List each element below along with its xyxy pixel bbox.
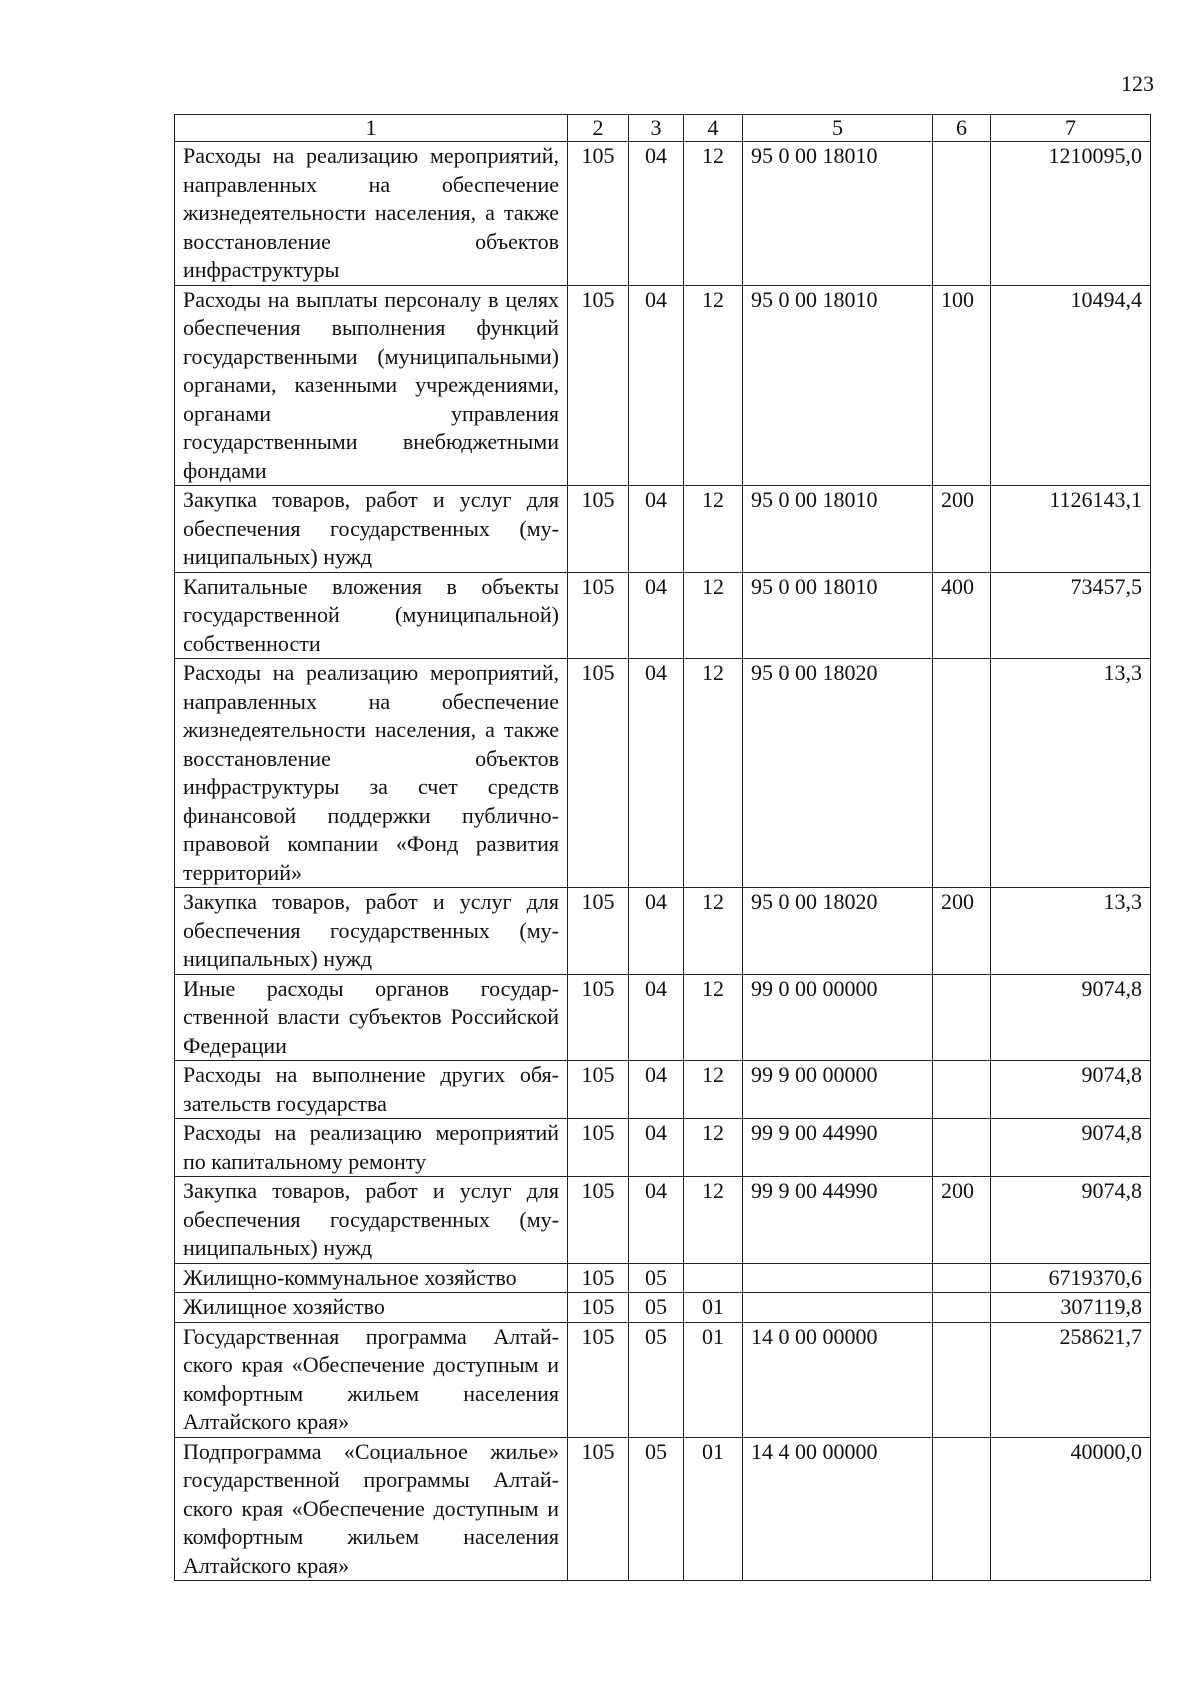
header-col-5: 5 (743, 115, 933, 142)
row-ministry-code: 105 (568, 1293, 629, 1323)
row-section-code: 04 (629, 1177, 684, 1264)
row-amount: 9074,8 (991, 1119, 1151, 1177)
table-row (175, 142, 1151, 286)
row-ministry-code: 105 (568, 142, 629, 286)
row-ministry-code: 105 (568, 1061, 629, 1119)
row-description: Расходы на реализацию мероприятий по капитальному ремонту (175, 1119, 568, 1177)
row-expense-type: 100 (933, 285, 991, 486)
header-col-3: 3 (629, 115, 684, 142)
row-amount: 307119,8 (991, 1293, 1151, 1323)
row-section-code: 05 (629, 1322, 684, 1437)
row-description: Расходы на выплаты персоналу в целях обеспечения выполнения функций государственными (муниципальными) органами, казенными учреждениями, органами управления государственными внебюджетными фондами (175, 285, 568, 486)
row-expense-type: 200 (933, 1177, 991, 1264)
row-amount: 1126143,1 (991, 486, 1151, 573)
row-target-article: 99 9 00 44990 (743, 1119, 933, 1177)
row-ministry-code: 105 (568, 486, 629, 573)
row-target-article: 95 0 00 18010 (743, 486, 933, 573)
table-row (175, 572, 1151, 659)
row-amount: 10494,4 (991, 285, 1151, 486)
row-subsection-code: 12 (684, 1061, 743, 1119)
page-number: 123 (1121, 71, 1154, 96)
row-target-article (743, 1293, 933, 1323)
table-row (175, 1119, 1151, 1177)
row-subsection-code: 12 (684, 486, 743, 573)
row-target-article: 99 9 00 00000 (743, 1061, 933, 1119)
header-col-1: 1 (175, 115, 568, 142)
row-description: Жилищно-коммунальное хозяйство (175, 1263, 568, 1293)
row-subsection-code: 12 (684, 888, 743, 975)
table-row (175, 1322, 1151, 1437)
table-row (175, 1293, 1151, 1323)
budget-table (174, 114, 1151, 1581)
table-body (175, 142, 1151, 1581)
row-expense-type: 400 (933, 572, 991, 659)
table-row (175, 1437, 1151, 1581)
row-expense-type (933, 1119, 991, 1177)
row-amount: 13,3 (991, 888, 1151, 975)
row-section-code: 04 (629, 974, 684, 1061)
row-section-code: 04 (629, 572, 684, 659)
row-target-article: 95 0 00 18010 (743, 285, 933, 486)
row-subsection-code (684, 1263, 743, 1293)
row-expense-type (933, 1061, 991, 1119)
row-target-article: 95 0 00 18020 (743, 888, 933, 975)
table-row (175, 659, 1151, 888)
row-ministry-code: 105 (568, 1119, 629, 1177)
table-row (175, 1263, 1151, 1293)
row-ministry-code: 105 (568, 659, 629, 888)
row-expense-type (933, 659, 991, 888)
row-description: Подпрограмма «Социальное жилье» государственной программы Алтайского края «Обеспечение доступным и комфортным жильем населения Алтайского края» (175, 1437, 568, 1581)
row-amount: 1210095,0 (991, 142, 1151, 286)
row-target-article: 14 4 00 00000 (743, 1437, 933, 1581)
row-expense-type (933, 1437, 991, 1581)
header-col-2: 2 (568, 115, 629, 142)
row-amount: 9074,8 (991, 1061, 1151, 1119)
table-row (175, 1061, 1151, 1119)
header-row (175, 115, 1151, 142)
row-section-code: 04 (629, 1119, 684, 1177)
row-description: Расходы на выполнение других обязательств государства (175, 1061, 568, 1119)
row-target-article: 95 0 00 18010 (743, 572, 933, 659)
row-description: Закупка товаров, работ и услуг для обеспечения государственных (муниципальных) нужд (175, 888, 568, 975)
row-section-code: 04 (629, 659, 684, 888)
row-description: Расходы на реализацию мероприятий, направленных на обеспечение жизнедеятельности населения, а также восстановление объектов инфраструктуры за счет средств финансовой поддержки публично-правовой компании «Фонд развития территорий» (175, 659, 568, 888)
row-section-code: 04 (629, 1061, 684, 1119)
row-target-article: 14 0 00 00000 (743, 1322, 933, 1437)
row-target-article: 99 0 00 00000 (743, 974, 933, 1061)
table-row (175, 486, 1151, 573)
row-description: Иные расходы органов государственной власти субъектов Российской Федерации (175, 974, 568, 1061)
row-ministry-code: 105 (568, 1322, 629, 1437)
row-target-article (743, 1263, 933, 1293)
row-amount: 258621,7 (991, 1322, 1151, 1437)
row-description: Закупка товаров, работ и услуг для обеспечения государственных (муниципальных) нужд (175, 486, 568, 573)
row-ministry-code: 105 (568, 572, 629, 659)
table-row (175, 974, 1151, 1061)
table-row (175, 888, 1151, 975)
row-section-code: 04 (629, 285, 684, 486)
header-col-7: 7 (991, 115, 1151, 142)
row-amount: 40000,0 (991, 1437, 1151, 1581)
row-ministry-code: 105 (568, 285, 629, 486)
row-subsection-code: 12 (684, 1119, 743, 1177)
row-subsection-code: 12 (684, 572, 743, 659)
row-expense-type (933, 1293, 991, 1323)
row-subsection-code: 01 (684, 1293, 743, 1323)
row-description: Расходы на реализацию мероприятий, направленных на обеспечение жизнедеятельности населения, а также восстановление объектов инфраструктуры (175, 142, 568, 286)
row-section-code: 05 (629, 1293, 684, 1323)
row-subsection-code: 01 (684, 1322, 743, 1437)
row-target-article: 95 0 00 18020 (743, 659, 933, 888)
row-section-code: 05 (629, 1263, 684, 1293)
row-subsection-code: 12 (684, 659, 743, 888)
row-amount: 9074,8 (991, 974, 1151, 1061)
table-row (175, 285, 1151, 486)
row-section-code: 04 (629, 142, 684, 286)
row-ministry-code: 105 (568, 1437, 629, 1581)
row-description: Жилищное хозяйство (175, 1293, 568, 1323)
row-ministry-code: 105 (568, 1177, 629, 1264)
row-ministry-code: 105 (568, 974, 629, 1061)
row-description: Государственная программа Алтайского края «Обеспечение доступным и комфортным жильем населения Алтайского края» (175, 1322, 568, 1437)
row-expense-type (933, 1322, 991, 1437)
row-subsection-code: 12 (684, 285, 743, 486)
row-subsection-code: 12 (684, 142, 743, 286)
row-target-article: 99 9 00 44990 (743, 1177, 933, 1264)
row-subsection-code: 01 (684, 1437, 743, 1581)
header-col-6: 6 (933, 115, 991, 142)
row-expense-type: 200 (933, 888, 991, 975)
row-section-code: 04 (629, 888, 684, 975)
row-expense-type (933, 1263, 991, 1293)
header-col-4: 4 (684, 115, 743, 142)
row-expense-type (933, 974, 991, 1061)
row-amount: 13,3 (991, 659, 1151, 888)
row-description: Капитальные вложения в объекты государственной (муниципальной) собственности (175, 572, 568, 659)
row-section-code: 05 (629, 1437, 684, 1581)
row-section-code: 04 (629, 486, 684, 573)
row-ministry-code: 105 (568, 888, 629, 975)
row-target-article: 95 0 00 18010 (743, 142, 933, 286)
row-ministry-code: 105 (568, 1263, 629, 1293)
row-expense-type: 200 (933, 486, 991, 573)
row-amount: 9074,8 (991, 1177, 1151, 1264)
row-description: Закупка товаров, работ и услуг для обеспечения государственных (муниципальных) нужд (175, 1177, 568, 1264)
row-amount: 6719370,6 (991, 1263, 1151, 1293)
row-subsection-code: 12 (684, 1177, 743, 1264)
row-subsection-code: 12 (684, 974, 743, 1061)
row-expense-type (933, 142, 991, 286)
table-row (175, 1177, 1151, 1264)
row-amount: 73457,5 (991, 572, 1151, 659)
